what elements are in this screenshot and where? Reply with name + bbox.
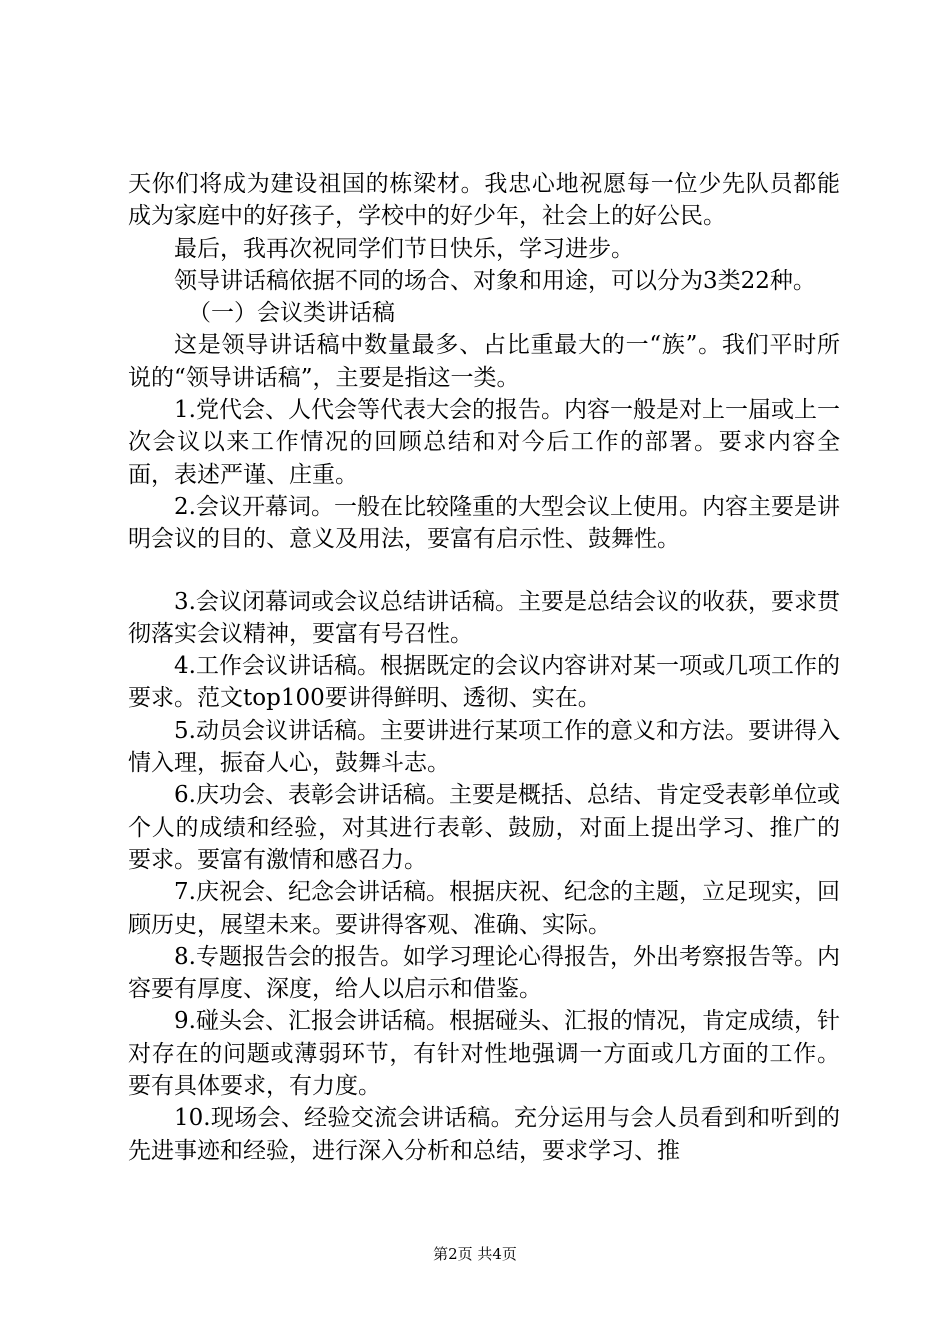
- document-body: [128, 168, 840, 1167]
- page-number-footer: 第2页 共4页: [433, 1245, 517, 1263]
- section-heading: （一）会议类讲话稿: [188, 300, 395, 327]
- list-item: 7.庆祝会、纪念会讲话稿。根据庆祝、纪念的主题，立足现实，回顾历史，展望未来。要讲得客观、准确、实际。: [128, 879, 840, 938]
- list-item: 1.党代会、人代会等代表大会的报告。内容一般是对上一届或上一次会议以来工作情况的回顾总结和对今后工作的部署。要求内容全面，表述严谨、庄重。: [128, 397, 840, 488]
- list-item: 9.碰头会、汇报会讲话稿。根据碰头、汇报的情况，肯定成绩，针对存在的问题或薄弱环节，有针对性地强调一方面或几方面的工作。要有具体要求，有力度。: [128, 1008, 840, 1100]
- paragraph: 最后，我再次祝同学们节日快乐，学习进步。: [174, 235, 634, 262]
- paragraph: 天你们将成为建设祖国的栋梁材。我忠心地祝愿每一位少先队员都能成为家庭中的好孩子，学校中的好少年，社会上的好公民。: [128, 171, 840, 230]
- list-item: 4.工作会议讲话稿。根据既定的会议内容讲对某一项或几项工作的要求。范文top100要讲得鲜明、透彻、实在。: [128, 653, 840, 712]
- list-item: 6.庆功会、表彰会讲话稿。主要是概括、总结、肯定受表彰单位或个人的成绩和经验，对其进行表彰、鼓励，对面上提出学习、推广的要求。要富有激情和感召力。: [128, 782, 840, 873]
- list-item: 5.动员会议讲话稿。主要讲进行某项工作的意义和方法。要讲得入情入理，振奋人心，鼓舞斗志。: [128, 717, 840, 777]
- paragraph: 这是领导讲话稿中数量最多、占比重最大的一“族”。我们平时所说的“领导讲话稿”，主要是指这一类。: [128, 332, 840, 391]
- paragraph: 领导讲话稿依据不同的场合、对象和用途，可以分为3类22种。: [174, 267, 816, 294]
- list-item: 3.会议闭幕词或会议总结讲话稿。主要是总结会议的收获，要求贯彻落实会议精神，要富有号召性。: [128, 588, 840, 647]
- list-item: 8.专题报告会的报告。如学习理论心得报告，外出考察报告等。内容要有厚度、深度，给人以启示和借鉴。: [128, 943, 840, 1003]
- paragraph-gap: [128, 556, 840, 586]
- list-item: 10.现场会、经验交流会讲话稿。充分运用与会人员看到和听到的先进事迹和经验，进行深入分析和总结，要求学习、推: [128, 1105, 840, 1164]
- list-item: 2.会议开幕词。一般在比较隆重的大型会议上使用。内容主要是讲明会议的目的、意义及用法，要富有启示性、鼓舞性。: [128, 493, 840, 553]
